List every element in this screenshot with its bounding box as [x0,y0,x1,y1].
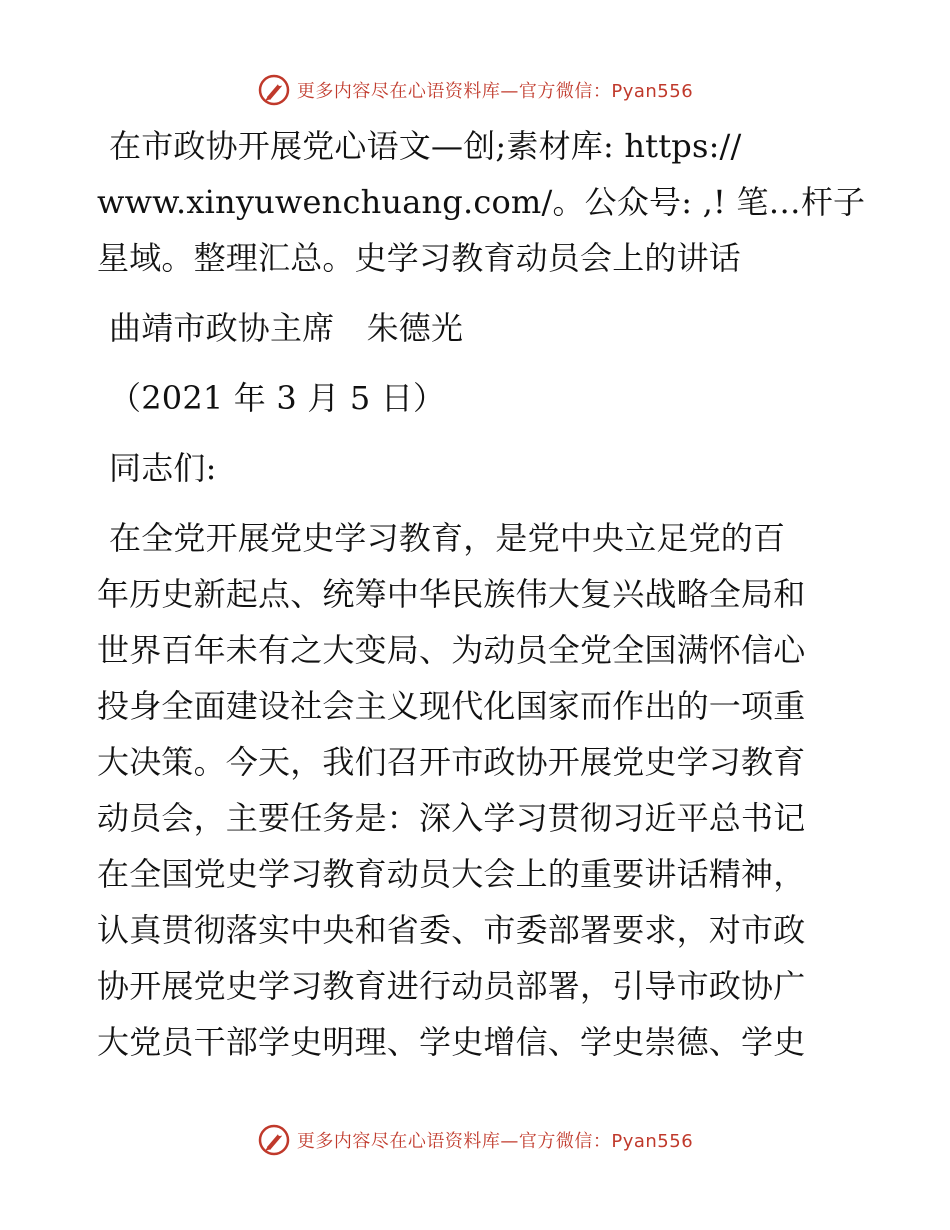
header-banner-text [297,77,693,103]
footer-wechat-label: 官方微信： [518,1131,612,1152]
body-line-9: 协开展党史学习教育进行动员部署，引导市政协广 [97,967,806,1005]
body-line-10: 大党员干部学史明理、学史增信、学史崇德、学史 [97,1023,806,1061]
date-line: （2021 年 3 月 5 日） [109,379,446,417]
body-line-8: 认真贯彻落实中央和省委、市委部署要求，对市政 [97,911,806,949]
body-line-6: 动员会，主要任务是：深入学习贯彻习近平总书记 [97,799,806,837]
document-body [97,118,866,1070]
footer-separator: — [500,1131,519,1152]
header-wechat-id: Pyan556 [611,81,694,102]
body-line-3: 世界百年未有之大变局、为动员全党全国满怀信心 [97,631,806,669]
body-line-5: 大决策。今天，我们召开市政协开展党史学习教育 [97,743,806,781]
title-line-3: 星域。整理汇总。史学习教育动员会上的讲话 [97,239,742,277]
footer-banner [0,1120,950,1160]
salutation-line: 同志们: [109,449,217,487]
footer-banner-inner [257,1123,693,1157]
header-separator: — [500,81,519,102]
body-line-1: 在全党开展党史学习教育，是党中央立足党的百 [109,519,786,557]
body-line-2: 年历史新起点、统筹中华民族伟大复兴战略全局和 [97,575,806,613]
header-brand: 更多内容尽在心语资料库 [296,81,501,102]
title-line-1: 在市政协开展党心语文—创;素材库: https:// [109,127,742,165]
header-banner-inner [257,73,693,107]
footer-banner-text [297,1127,693,1153]
body-line-4: 投身全面建设社会主义现代化国家而作出的一项重 [97,687,806,725]
pen-nib-seal-icon [257,1123,291,1157]
header-banner [0,70,950,110]
footer-wechat-id: Pyan556 [611,1131,694,1152]
footer-brand: 更多内容尽在心语资料库 [296,1131,501,1152]
title-line-2: www.xinyuwenchuang.com/。公众号: ,! 笔…杆子 [97,183,866,221]
pen-nib-seal-icon [257,73,291,107]
author-line: 曲靖市政协主席 朱德光 [109,309,464,347]
body-line-7: 在全国党史学习教育动员大会上的重要讲话精神， [97,855,806,893]
header-wechat-label: 官方微信： [518,81,612,102]
